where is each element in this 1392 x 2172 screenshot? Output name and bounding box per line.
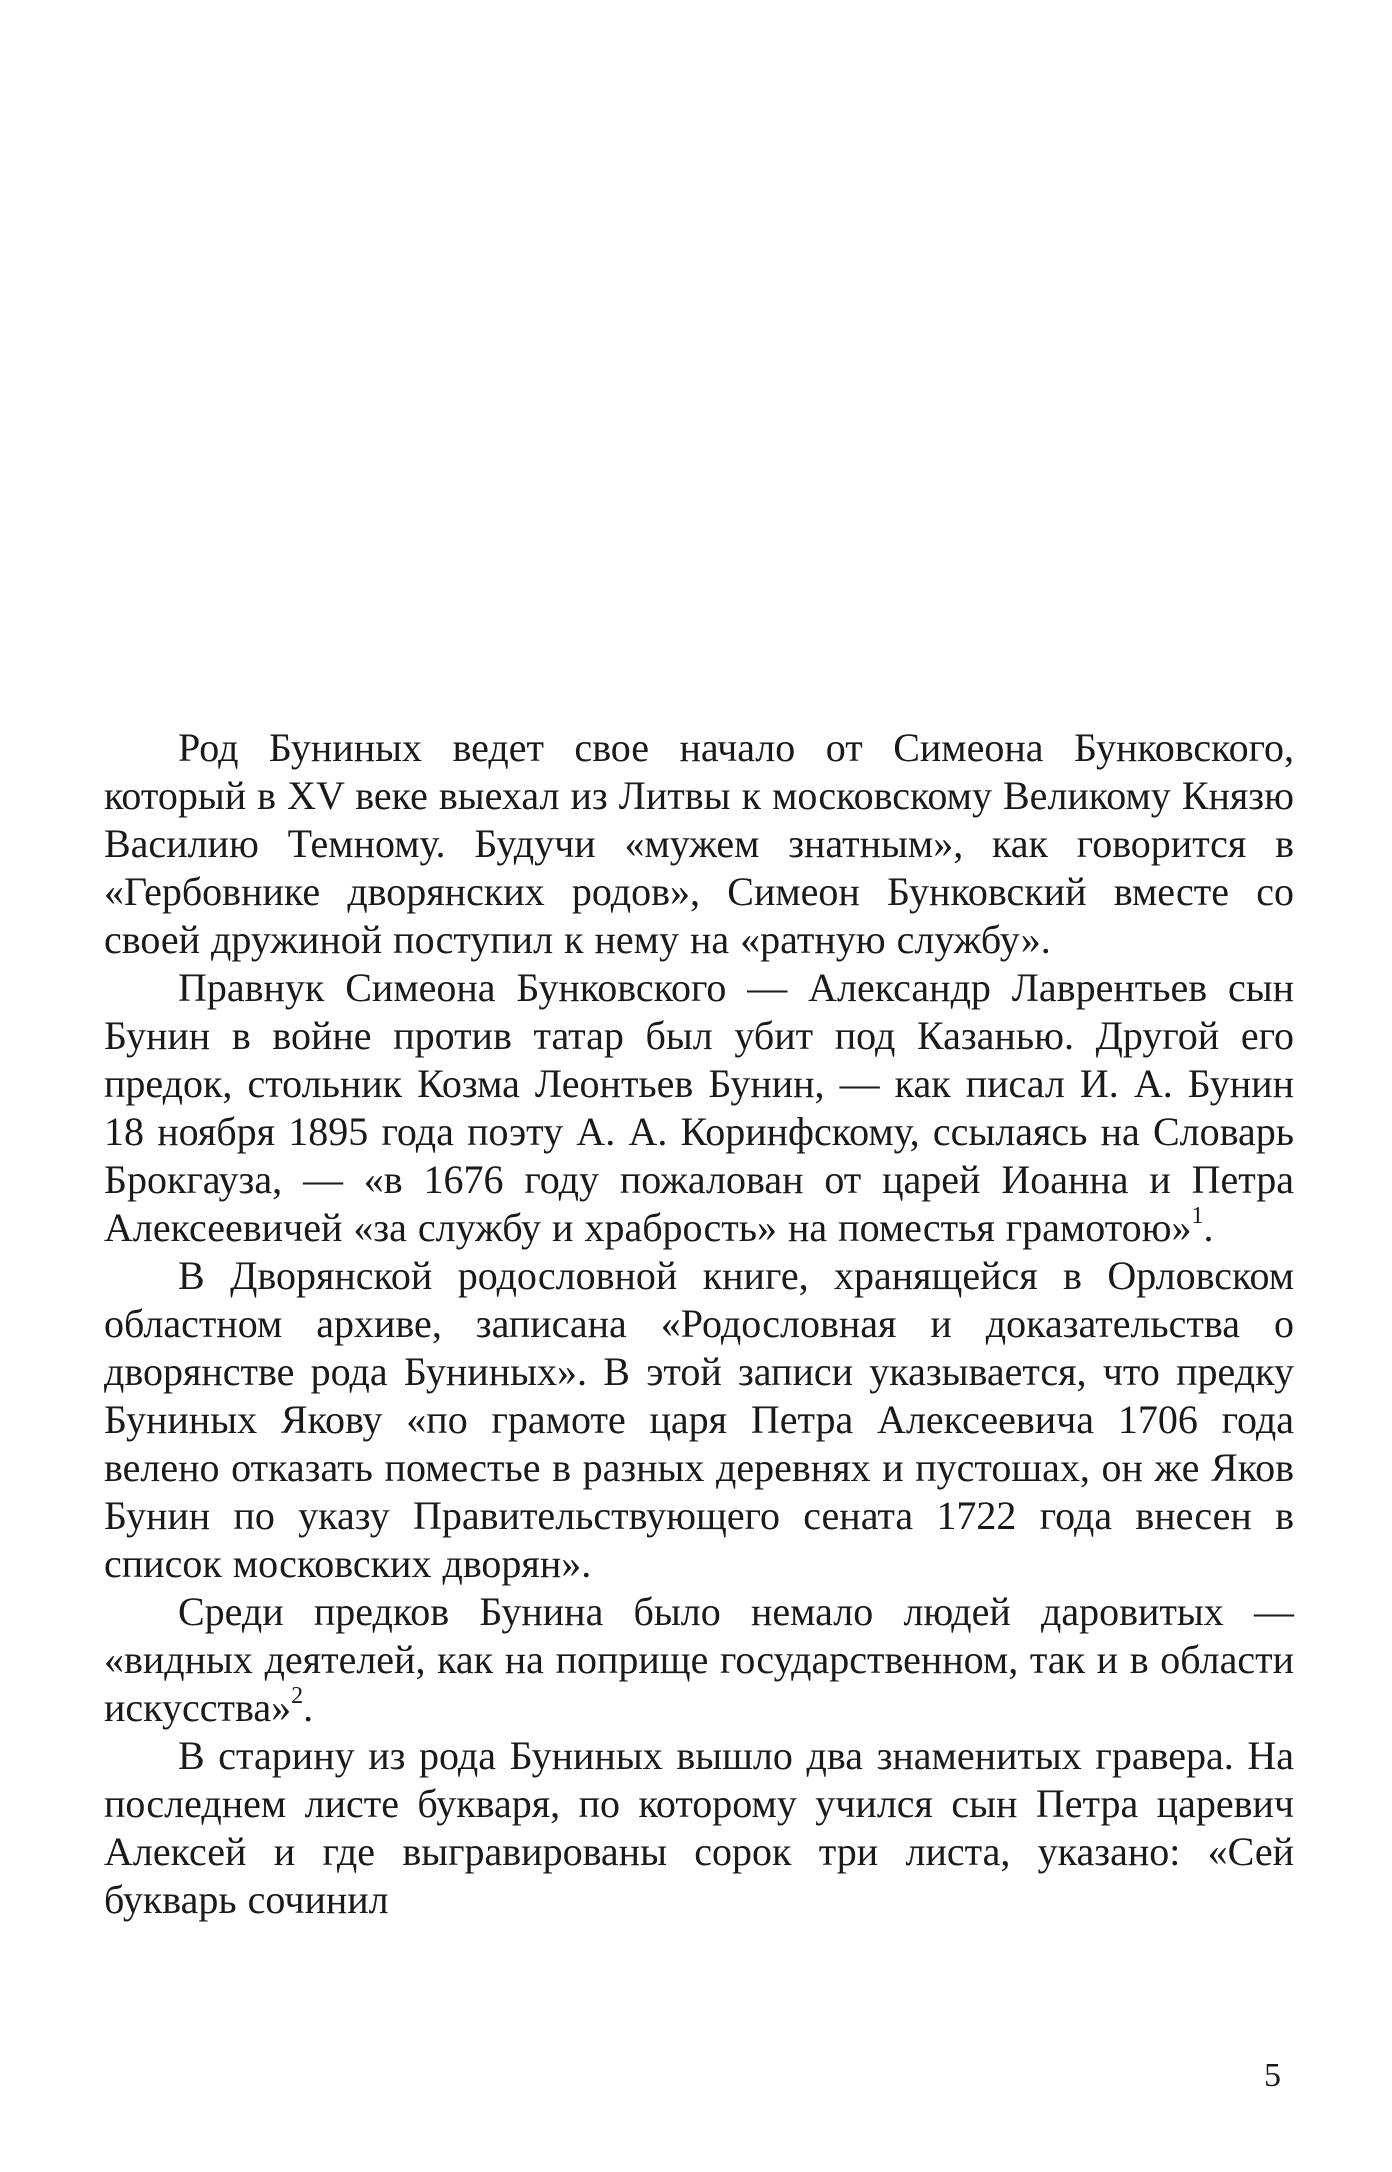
- paragraph-3-text: В Дворянской родословной книге, хранящейся в Орловском областном архиве, записана «Родословная и доказательства о дворянстве рода Буниных». В этой записи указывается, что предку Буниных Якову «по грамоте царя Петра Алексеевича 1706 года велено отказать поместье в разных деревнях и пустошах, он же Яков Бунин по указу Правительствующего сената 1722 года внесен в список московских дворян».: [104, 1253, 1294, 1586]
- paragraph-4-tail: .: [303, 1685, 314, 1730]
- paragraph-4: [104, 1588, 1294, 1732]
- paragraph-2-text: Правнук Симеона Бунковского — Александр Лаврентьев сын Бунин в войне против татар был убит под Казанью. Другой его предок, стольник Козма Леонтьев Бунин, — как писал И. А. Бунин 18 ноября 1895 года поэту А. А. Коринфскому, ссылаясь на Словарь Брокгауза, — «в 1676 году пожалован от царей Иоанна и Петра Алексеевичей «за службу и храбрость» на поместья грамотою»: [104, 965, 1294, 1250]
- paragraph-1-text: Род Буниных ведет свое начало от Симеона Бунковского, который в XV веке выехал из Литвы к московскому Великому Князю Василию Темному. Будучи «мужем знатным», как говорится в «Гербовнике дворянских родов», Симеон Бунковский вместе со своей дружиной поступил к нему на «ратную службу».: [104, 725, 1294, 962]
- page-number: 5: [1264, 2057, 1281, 2094]
- paragraph-2-tail: .: [1203, 1205, 1214, 1250]
- footnote-ref-1[interactable]: 1: [1191, 1202, 1204, 1229]
- paragraph-3: [104, 1252, 1294, 1588]
- footnote-ref-2[interactable]: 2: [291, 1682, 304, 1709]
- paragraph-4-text: Среди предков Бунина было немало людей даровитых — «видных деятелей, как на поприще государственном, так и в области искусства»: [104, 1589, 1294, 1730]
- paragraph-5-text: В старину из рода Буниных вышло два знаменитых гравера. На последнем листе букваря, по которому учился сын Петра царевич Алексей и где выгравированы сорок три листа, указано: «Сей букварь сочинил: [104, 1733, 1294, 1922]
- page-body: [104, 724, 1294, 1924]
- paragraph-2: [104, 964, 1294, 1252]
- paragraph-1: [104, 724, 1294, 964]
- paragraph-5: [104, 1732, 1294, 1924]
